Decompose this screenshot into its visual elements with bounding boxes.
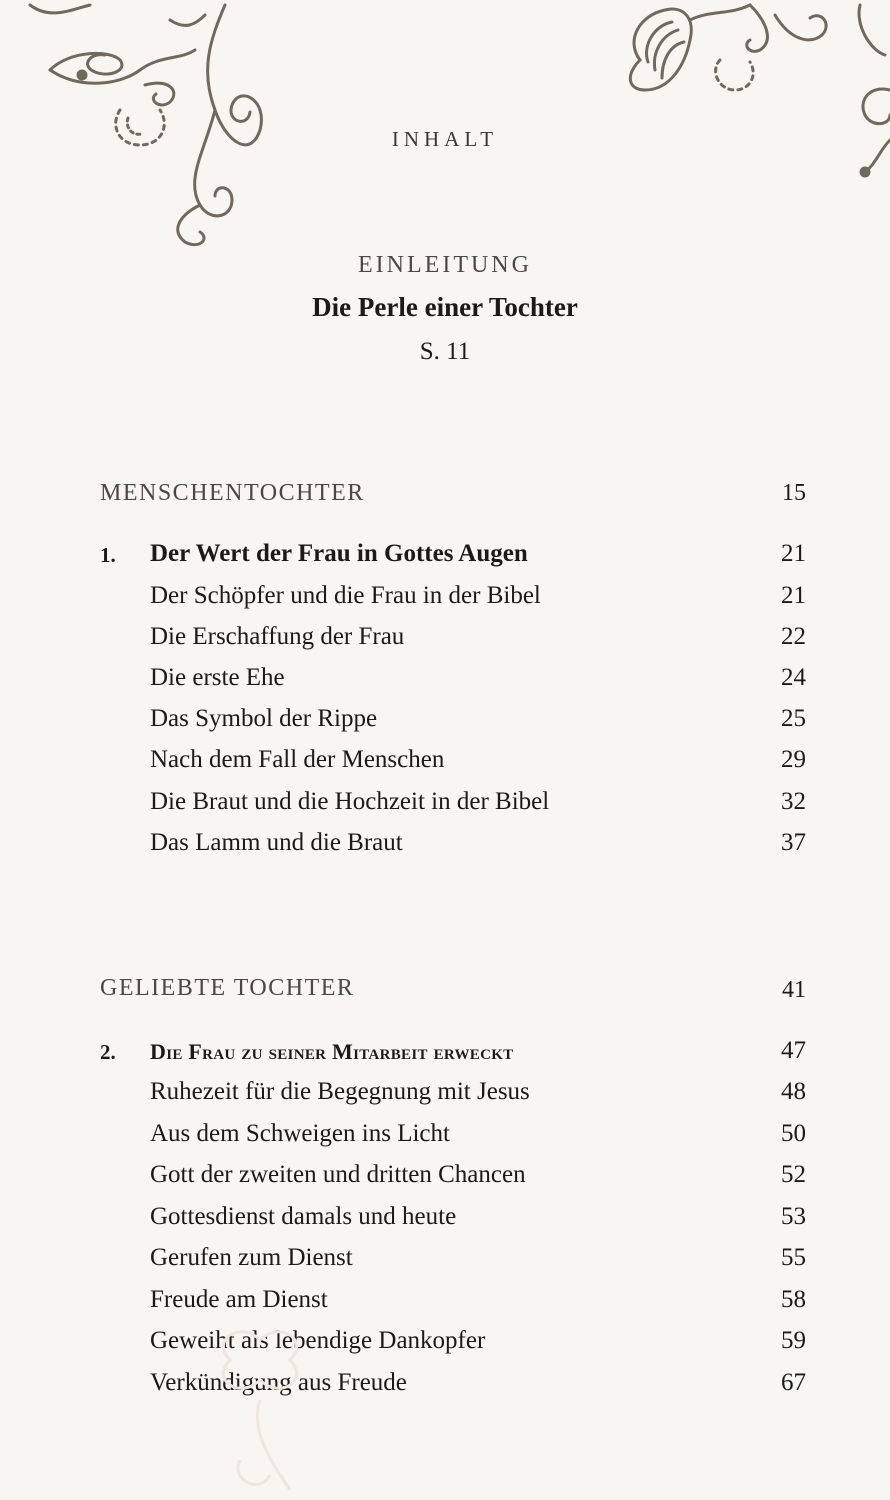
toc-entry-title: Freude am Dienst <box>150 1286 328 1313</box>
toc-entry-page: 59 <box>781 1327 806 1354</box>
toc-entry-page: 32 <box>781 788 806 815</box>
section-page-number: 15 <box>782 480 806 506</box>
toc-entry[interactable] <box>0 705 890 745</box>
toc-entry[interactable] <box>0 664 890 704</box>
section-title: GELIEBTE TOCHTER <box>100 975 355 1001</box>
faint-flower-ornament <box>170 1300 430 1500</box>
toc-entry[interactable] <box>0 746 890 786</box>
toc-entry-page: 22 <box>781 623 806 650</box>
toc-entry-title: Der Schöpfer und die Frau in der Bibel <box>150 582 541 609</box>
chapter-entry[interactable] <box>0 1037 890 1077</box>
toc-entry-title: Das Symbol der Rippe <box>150 705 378 732</box>
toc-entry-page: 55 <box>781 1244 806 1271</box>
toc-entry[interactable] <box>0 582 890 622</box>
toc-entry-title: Die Erschaffung der Frau <box>150 623 405 650</box>
toc-entry[interactable] <box>0 829 890 869</box>
chapter-page-number: 21 <box>781 540 806 567</box>
toc-entry-page: 50 <box>781 1120 806 1147</box>
chapter-page-number: 47 <box>781 1037 806 1064</box>
chapter-entry[interactable] <box>0 540 890 580</box>
toc-entry-page: 58 <box>781 1286 806 1313</box>
toc-entry-title: Aus dem Schweigen ins Licht <box>150 1120 450 1147</box>
toc-entry[interactable] <box>0 1161 890 1201</box>
toc-entry[interactable] <box>0 623 890 663</box>
toc-entry-title: Gott der zweiten und dritten Chancen <box>150 1161 526 1188</box>
intro-title: Die Perle einer Tochter <box>312 292 578 322</box>
chapter-number: 2. <box>100 1040 116 1064</box>
toc-entry[interactable] <box>0 1078 890 1118</box>
section-title: MENSCHENTOCHTER <box>100 480 365 506</box>
toc-entry-title: Die erste Ehe <box>150 664 285 691</box>
swirl-ornament-far-right <box>840 0 890 190</box>
toc-entry-page: 24 <box>781 664 806 691</box>
toc-entry[interactable] <box>0 1203 890 1243</box>
section-page-number: 41 <box>782 977 806 1003</box>
intro-kicker: EINLEITUNG <box>358 252 532 278</box>
toc-entry[interactable] <box>0 1244 890 1284</box>
toc-entry-page: 25 <box>781 705 806 732</box>
toc-entry-page: 21 <box>781 582 806 609</box>
toc-entry-title: Gerufen zum Dienst <box>150 1244 353 1271</box>
toc-entry-title: Nach dem Fall der Menschen <box>150 746 445 773</box>
toc-entry-title: Geweiht als lebendige Dankopfer <box>150 1327 486 1354</box>
chapter-title: Die Frau zu seiner Mitarbeit erweckt <box>150 1039 514 1064</box>
toc-entry[interactable] <box>0 1120 890 1160</box>
toc-entry-page: 29 <box>781 746 806 773</box>
toc-entry-page: 37 <box>781 829 806 856</box>
toc-entry[interactable] <box>0 1327 890 1367</box>
intro-page: S. 11 <box>419 338 471 365</box>
shell-ornament-right <box>600 0 840 110</box>
toc-entry-page: 53 <box>781 1203 806 1230</box>
toc-entry-title: Verkündigung aus Freude <box>150 1369 407 1396</box>
toc-entry-page: 67 <box>781 1369 806 1396</box>
chapter-number: 1. <box>100 543 116 567</box>
toc-entry-page: 48 <box>781 1078 806 1105</box>
toc-entry[interactable] <box>0 1286 890 1326</box>
toc-entry[interactable] <box>0 1369 890 1409</box>
page-title: INHALT <box>391 127 499 151</box>
toc-entry-page: 52 <box>781 1161 806 1188</box>
toc-entry-title: Gottesdienst damals und heute <box>150 1203 457 1230</box>
chapter-title: Der Wert der Frau in Gottes Augen <box>150 540 528 567</box>
toc-entry[interactable] <box>0 788 890 828</box>
toc-entry-title: Ruhezeit für die Begegnung mit Jesus <box>150 1078 530 1105</box>
toc-entry-title: Die Braut und die Hochzeit in der Bibel <box>150 788 550 815</box>
toc-entry-title: Das Lamm und die Braut <box>150 829 403 856</box>
